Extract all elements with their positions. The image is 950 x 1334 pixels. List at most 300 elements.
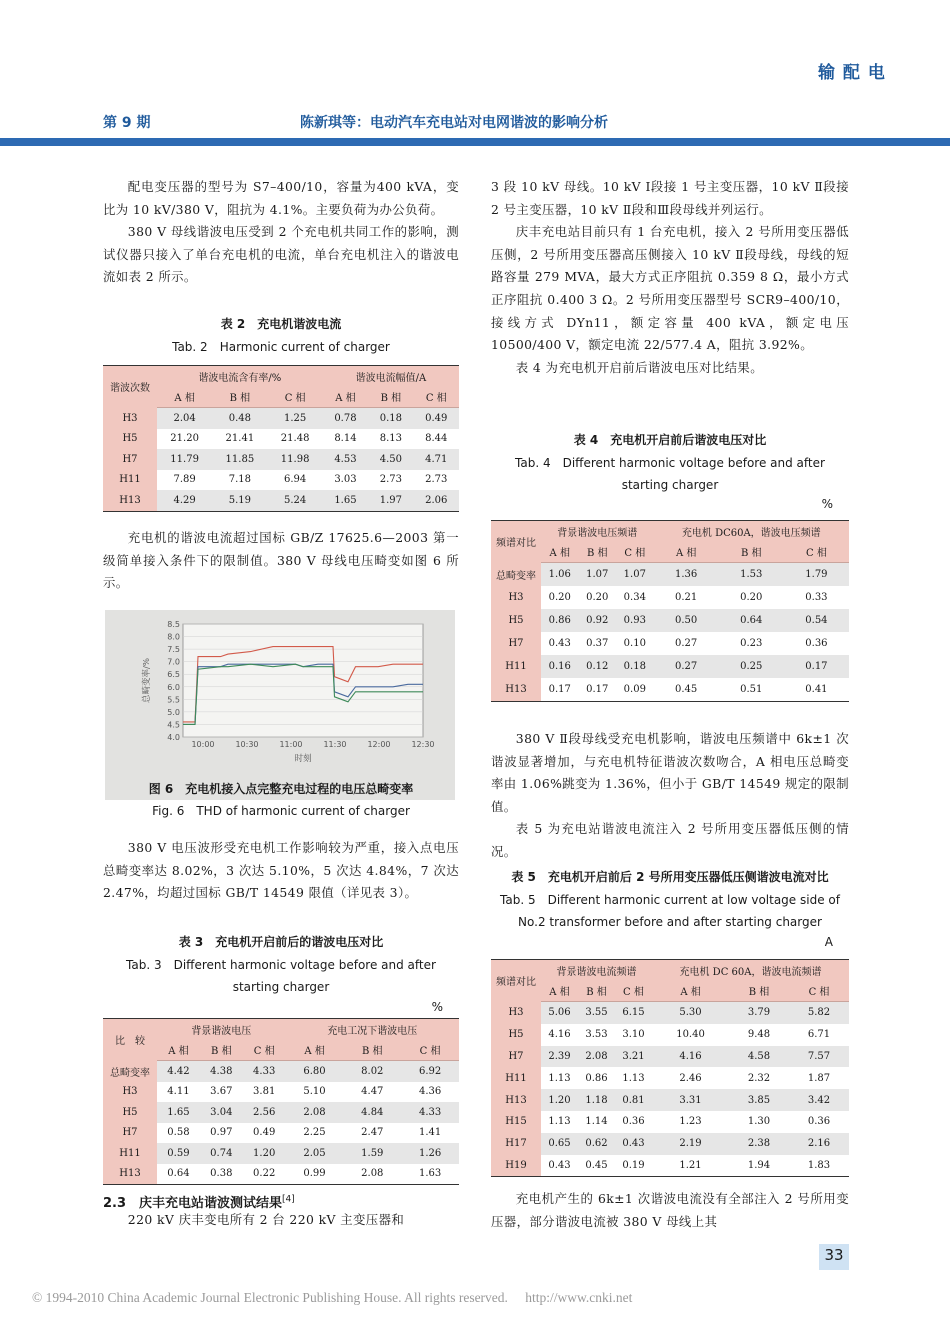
table2-col: C 相 (268, 387, 323, 408)
table4-row-label: H11 (491, 655, 541, 678)
table4-cell: 0.20 (740, 592, 763, 603)
table5-cell: 3.10 (622, 1029, 645, 1041)
right-column-3 (491, 1188, 849, 1233)
table5-cell: 0.43 (541, 1155, 578, 1177)
table5-cell: 1.83 (789, 1155, 849, 1177)
header-rule (0, 138, 950, 146)
table4-cell: 0.21 (675, 592, 698, 603)
table3-cell: 2.56 (243, 1102, 286, 1123)
right-paragraph-6: 充电机产生的 6k±1 次谐波电流没有全部注入 2 号所用变压器，部分谐波电流被 380 V 母线上其 (491, 1191, 849, 1229)
table2-col: A 相 (157, 387, 212, 408)
table5-cell: 6.15 (615, 1002, 652, 1024)
table3-cell: 1.26 (401, 1143, 459, 1164)
table3-cell: 4.36 (418, 1086, 442, 1098)
table2-cell: 21.20 (170, 433, 199, 445)
table5-cell: 4.16 (548, 1029, 571, 1041)
table2-cell: 8.44 (425, 433, 448, 445)
table5-row (491, 1002, 849, 1024)
table4-row-label: H13 (491, 678, 541, 702)
table5-row-header: 频谱对比 (491, 960, 541, 1002)
footer-copyright: © 1994-2010 China Academic Journal Electronic Publishing House. All rights reserved. (32, 1290, 508, 1305)
table3-row-label: H11 (103, 1143, 157, 1164)
table3 (103, 1018, 459, 1185)
table3-row-label: H3 (103, 1082, 157, 1103)
table3-group2: 充电工况下谐波电压 (286, 1019, 459, 1040)
table5-cell: 1.21 (652, 1155, 729, 1177)
table5-cell: 5.82 (789, 1002, 849, 1024)
table4-cell: 0.09 (616, 678, 654, 702)
table5-row-label: H7 (491, 1046, 541, 1068)
table3-col: C 相 (243, 1040, 286, 1061)
page-number: 33 (824, 1246, 844, 1264)
table5-cell: 3.85 (729, 1089, 789, 1111)
x-tick-label: 10:00 (191, 740, 215, 749)
table3-cell: 2.05 (286, 1143, 344, 1164)
table5-cell: 3.53 (585, 1029, 608, 1041)
table3-cell: 1.20 (243, 1143, 286, 1164)
table2-row-label: H5 (103, 429, 157, 450)
table4-cell: 0.54 (784, 609, 849, 632)
section-ref[interactable]: [4] (282, 1194, 295, 1205)
table2-cell: 1.25 (268, 408, 323, 429)
table4-row (491, 586, 849, 609)
table4-cell: 0.20 (548, 592, 571, 603)
table4-cell: 0.93 (616, 609, 654, 632)
table5-group2: 充电机 DC 60A，谐波电流频谱 (652, 960, 849, 981)
right-column-2 (491, 728, 849, 864)
table2-group1: 谐波电流含有率/% (157, 366, 323, 387)
table5-col: B 相 (578, 981, 615, 1002)
table5-cell: 0.36 (622, 1116, 645, 1128)
table2-cell: 2.73 (425, 474, 448, 486)
table5-col: C 相 (615, 981, 652, 1002)
table2-cell: 2.73 (379, 474, 402, 486)
left-paragraph-2: 380 V 母线谐波电压受到 2 个充电机共同工作的影响，测试仪器只接入了单台充电机的电流，单台充电机注入的谐波电流如表 2 所示。 (103, 224, 459, 285)
table5-cell: 2.32 (747, 1072, 771, 1084)
table4-cell: 0.17 (784, 655, 849, 678)
table4-cell: 0.27 (654, 655, 719, 678)
table4-group1: 背景谐波电压频谱 (541, 521, 654, 542)
table2-col: B 相 (212, 387, 267, 408)
table4-cell: 0.25 (719, 655, 784, 678)
table5-cell: 2.16 (789, 1133, 849, 1155)
table3-row-label: H13 (103, 1164, 157, 1185)
table4-row-label: H7 (491, 632, 541, 655)
table3-row (103, 1102, 459, 1123)
table5-row (491, 1089, 849, 1111)
table5-row-label: H11 (491, 1067, 541, 1089)
y-tick-label: 8.0 (167, 632, 180, 642)
table4-cell: 0.64 (719, 609, 784, 632)
table3-cell: 4.11 (167, 1086, 190, 1098)
issue-label: 第 9 期 (103, 115, 151, 131)
table4-cell: 0.41 (784, 678, 849, 702)
table3-row-label: H5 (103, 1102, 157, 1123)
table2-group2: 谐波电流幅值/A (323, 366, 459, 387)
table4-cell: 0.12 (579, 655, 617, 678)
table4-row (491, 563, 849, 587)
plot-area (183, 624, 423, 737)
table2-cell: 7.89 (173, 474, 196, 486)
table4-cell: 0.33 (805, 592, 828, 603)
table5-cell: 0.45 (578, 1155, 615, 1177)
table2-cell: 8.14 (334, 433, 357, 445)
table3-cell: 4.47 (361, 1086, 384, 1098)
right-paragraph-4: 380 V Ⅱ段母线受充电机影响，谐波电压频谱中 6k±1 次谐波显著增加，与充电机特征谐波次数吻合，A 相电压总畸变率由 1.06%跳变为 1.36%，但小于 GB/T 14549 规定的限制值。 (491, 731, 849, 814)
table2-cell: 21.48 (280, 433, 310, 445)
x-tick-label: 11:00 (279, 740, 303, 749)
y-tick-label: 5.5 (167, 695, 180, 705)
table4-cell: 0.50 (654, 609, 719, 632)
table3-cell: 0.99 (286, 1164, 344, 1185)
table4-cell: 0.27 (675, 638, 698, 649)
table3-cell: 3.67 (210, 1086, 233, 1098)
table5-cell: 1.13 (548, 1072, 571, 1084)
x-tick-label: 12:30 (411, 740, 435, 749)
table3-row (103, 1164, 459, 1185)
table5-cell: 3.42 (789, 1089, 849, 1111)
table3-cell: 0.38 (200, 1164, 243, 1185)
table2-cell: 0.18 (368, 408, 413, 429)
table4-col: C 相 (616, 542, 654, 563)
left-paragraph-5: 220 kV 庆丰变电所有 2 台 220 kV 主变压器和 (127, 1212, 405, 1227)
table5-cell: 0.36 (807, 1116, 831, 1128)
table5-cell: 4.58 (729, 1046, 789, 1068)
table3-cell: 4.38 (200, 1061, 243, 1082)
table2-caption-cn: 表 2 充电机谐波电流 (220, 317, 342, 331)
table4-cell: 0.17 (541, 678, 579, 702)
table2-col: C 相 (414, 387, 459, 408)
table5-cell: 1.13 (548, 1116, 571, 1128)
table5-row-label: H5 (491, 1024, 541, 1046)
table4-caption-cn: 表 4 充电机开启前后谐波电压对比 (573, 433, 767, 447)
table5-group1: 背景谐波电流频谱 (541, 960, 652, 981)
table2 (103, 365, 459, 512)
table2-row-header: 谐波次数 (103, 366, 157, 408)
left-column (103, 176, 459, 289)
table5-cell: 1.23 (679, 1116, 702, 1128)
table5-row (491, 1046, 849, 1068)
table2-caption-en: Tab. 2 Harmonic current of charger (172, 340, 390, 354)
table4-cell: 1.06 (541, 563, 579, 587)
table2-row-label: H13 (103, 490, 157, 511)
table4-cell: 0.23 (740, 638, 763, 649)
table2-cell: 8.13 (379, 433, 402, 445)
table5-cell: 0.19 (615, 1155, 652, 1177)
y-tick-label: 4.0 (167, 733, 180, 742)
table2-col: B 相 (368, 387, 413, 408)
table3-cell: 1.41 (418, 1127, 442, 1139)
table3-cell: 4.84 (343, 1102, 401, 1123)
y-tick-label: 6.0 (167, 682, 180, 692)
table4 (491, 520, 849, 702)
table3-cell: 0.22 (243, 1164, 286, 1185)
table4-row (491, 678, 849, 702)
y-tick-label: 4.5 (167, 720, 180, 730)
x-tick-label: 12:00 (367, 740, 391, 749)
table5-cell: 7.57 (789, 1046, 849, 1068)
table4-cell: 0.51 (719, 678, 784, 702)
table3-unit: % (431, 1000, 443, 1014)
table4-caption-en: Tab. 4 Different harmonic voltage before and after starting charger (515, 456, 825, 492)
table5-cell: 10.40 (676, 1029, 705, 1041)
table5-row-label: H3 (491, 1002, 541, 1024)
y-tick-label: 7.5 (167, 645, 180, 655)
table3-cell: 4.33 (243, 1061, 286, 1082)
figure6-caption-cn: 图 6 充电机接入点完整充电过程的电压总畸变率 (148, 782, 414, 796)
table3-col: B 相 (200, 1040, 243, 1061)
table2-cell: 21.41 (225, 433, 255, 445)
table3-cell: 4.33 (401, 1102, 459, 1123)
table5-cell: 1.13 (622, 1072, 645, 1084)
x-tick-label: 11:30 (323, 740, 347, 749)
table3-cell: 0.49 (253, 1127, 276, 1139)
table2-cell: 4.71 (414, 449, 459, 470)
table2-row (103, 449, 459, 470)
table4-cell: 0.43 (548, 638, 571, 649)
table4-col: B 相 (719, 542, 784, 563)
table5-row-label: H19 (491, 1155, 541, 1177)
table5-cell: 3.55 (578, 1002, 615, 1024)
table5-cell: 0.43 (615, 1133, 652, 1155)
left-paragraph-3: 充电机的谐波电流超过国标 GB/Z 17625.6—2003 第一级简单接入条件下的限制值。380 V 母线电压畸变如图 6 所示。 (103, 530, 459, 591)
table5-cell: 1.20 (541, 1089, 578, 1111)
table3-cell: 0.97 (210, 1127, 233, 1139)
footer-url[interactable]: http://www.cnki.net (525, 1290, 633, 1305)
table5-caption-cn: 表 5 充电机开启前后 2 号所用变压器低压侧谐波电流对比 (511, 870, 829, 884)
running-title: 陈新琪等：电动汽车充电站对电网谐波的影响分析 (300, 115, 608, 131)
table4-cell: 0.36 (805, 638, 828, 649)
table3-row (103, 1061, 459, 1082)
table4-cell: 0.86 (541, 609, 579, 632)
table5-cell: 2.19 (652, 1133, 729, 1155)
table5-cell: 6.71 (807, 1029, 831, 1041)
table2-cell: 0.49 (414, 408, 459, 429)
table5-row (491, 1133, 849, 1155)
table5-row (491, 1111, 849, 1133)
right-paragraph-5: 表 5 为充电站谐波电流注入 2 号所用变压器低压侧的情况。 (491, 821, 849, 859)
x-tick-label: 10:30 (235, 740, 259, 749)
table3-col: B 相 (343, 1040, 401, 1061)
x-axis-label: 时刻 (294, 754, 312, 764)
table3-cell: 4.42 (157, 1061, 200, 1082)
y-axis-label: 总畸变率/% (142, 658, 152, 703)
left-column-3 (103, 837, 459, 905)
table3-cell: 6.92 (401, 1061, 459, 1082)
table5-cell: 0.62 (578, 1133, 615, 1155)
table3-col: C 相 (401, 1040, 459, 1061)
table2-cell: 6.94 (283, 474, 307, 486)
figure6 (105, 610, 455, 800)
table3-cell: 2.47 (361, 1127, 384, 1139)
table4-col: C 相 (784, 542, 849, 563)
table5-cell: 1.87 (807, 1072, 831, 1084)
table2-cell: 2.06 (414, 490, 459, 511)
table2-row-label: H7 (103, 449, 157, 470)
table3-cell: 2.08 (286, 1102, 344, 1123)
table5-cell: 1.30 (747, 1116, 771, 1128)
table5 (491, 959, 849, 1177)
y-tick-label: 5.0 (167, 707, 180, 717)
table3-cell: 1.65 (157, 1102, 200, 1123)
table2-cell: 0.48 (212, 408, 267, 429)
table5-cell: 1.18 (578, 1089, 615, 1111)
table4-cell: 0.10 (623, 638, 646, 649)
journal-name: 输 配 电 (818, 63, 886, 83)
table5-col: B 相 (729, 981, 789, 1002)
table5-cell: 4.16 (652, 1046, 729, 1068)
table4-col: B 相 (579, 542, 617, 563)
right-column (491, 176, 849, 379)
table4-cell: 0.17 (579, 678, 617, 702)
table3-col: A 相 (157, 1040, 200, 1061)
table4-row-header: 频谱对比 (491, 521, 541, 563)
table4-group2: 充电机 DC60A，谐波电压频谱 (654, 521, 849, 542)
table3-row-header: 比 较 (103, 1019, 157, 1061)
table2-cell: 0.78 (323, 408, 368, 429)
table2-row-label: H11 (103, 470, 157, 491)
table5-cell: 5.30 (652, 1002, 729, 1024)
table3-cell: 2.08 (343, 1164, 401, 1185)
table5-cell: 2.08 (578, 1046, 615, 1068)
table3-row (103, 1082, 459, 1103)
table5-row (491, 1024, 849, 1046)
table3-row (103, 1143, 459, 1164)
table3-cell: 5.10 (303, 1086, 326, 1098)
y-tick-label: 6.5 (167, 670, 180, 680)
table3-cell: 1.59 (343, 1143, 401, 1164)
left-paragraph-4: 380 V 电压波形受充电机工作影响较为严重，接入点电压总畸变率达 8.02%，3 次达 5.10%，5 次达 4.84%，7 次达 2.47%，均超过国标 GB/T 14549 限值（详见表 3）。 (103, 840, 459, 901)
table2-row-label: H3 (103, 408, 157, 429)
table4-row-label: H3 (491, 586, 541, 609)
table4-cell: 1.53 (719, 563, 784, 587)
left-column-2 (103, 527, 459, 595)
table2-cell: 4.50 (368, 449, 413, 470)
table5-row-label: H13 (491, 1089, 541, 1111)
figure6-chart (105, 610, 455, 800)
table5-cell: 3.79 (729, 1002, 789, 1024)
table3-cell: 8.02 (343, 1061, 401, 1082)
table3-cell: 0.59 (157, 1143, 200, 1164)
table2-cell: 1.65 (323, 490, 368, 511)
table5-cell: 0.86 (585, 1072, 608, 1084)
table5-cell: 2.39 (541, 1046, 578, 1068)
table5-cell: 3.31 (652, 1089, 729, 1111)
table5-unit: A (824, 935, 833, 949)
table4-cell: 0.20 (586, 592, 609, 603)
table3-row-label: 总畸变率 (103, 1061, 157, 1082)
table4-row-label: 总畸变率 (491, 563, 541, 587)
table5-cell: 2.46 (679, 1072, 702, 1084)
table4-cell: 1.79 (784, 563, 849, 587)
table4-unit: % (821, 497, 833, 511)
table5-row-label: H15 (491, 1111, 541, 1133)
table3-group1: 背景谐波电压 (157, 1019, 286, 1040)
table3-cell: 3.81 (253, 1086, 276, 1098)
table2-row (103, 470, 459, 491)
table2-cell: 3.03 (334, 474, 357, 486)
table5-row (491, 1067, 849, 1089)
table5-cell: 1.14 (585, 1116, 608, 1128)
table3-cell: 3.04 (200, 1102, 243, 1123)
figure6-caption-en: Fig. 6 THD of harmonic current of charger (152, 804, 410, 818)
table5-row-label: H17 (491, 1133, 541, 1155)
table5-cell: 0.81 (615, 1089, 652, 1111)
table5-cell: 0.65 (541, 1133, 578, 1155)
table3-row (103, 1123, 459, 1144)
table5-row (491, 1155, 849, 1177)
table4-cell: 0.92 (579, 609, 617, 632)
table3-caption-en: Tab. 3 Different harmonic voltage before and after starting charger (126, 958, 436, 994)
table2-cell: 11.98 (268, 449, 323, 470)
table4-cell: 0.18 (616, 655, 654, 678)
table3-cell: 1.63 (401, 1164, 459, 1185)
table4-col: A 相 (541, 542, 579, 563)
table5-caption-en: Tab. 5 Different harmonic current at low voltage side of No.2 transformer before and after starting charger (500, 893, 840, 929)
table4-row (491, 632, 849, 655)
table5-col: A 相 (652, 981, 729, 1002)
left-paragraph-1: 配电变压器的型号为 S7–400/10，容量为400 kVA，变比为 10 kV/380 V，阻抗为 4.1%。主要负荷为办公负荷。 (103, 179, 459, 217)
table2-col: A 相 (323, 387, 368, 408)
left-column-4 (103, 1209, 459, 1232)
table2-cell: 11.79 (157, 449, 212, 470)
table3-col: A 相 (286, 1040, 344, 1061)
table5-cell: 1.94 (729, 1155, 789, 1177)
table4-cell: 1.07 (579, 563, 617, 587)
table2-cell: 11.85 (212, 449, 267, 470)
table5-col: C 相 (789, 981, 849, 1002)
table5-col: A 相 (541, 981, 578, 1002)
table2-cell: 5.19 (212, 490, 267, 511)
table3-cell: 0.64 (157, 1164, 200, 1185)
table4-cell: 0.37 (586, 638, 609, 649)
table2-row (103, 408, 459, 429)
table5-cell: 9.48 (747, 1029, 771, 1041)
table2-cell: 4.29 (157, 490, 212, 511)
right-paragraph-3: 表 4 为充电机开启前后谐波电压对比结果。 (515, 359, 763, 375)
table5-cell: 2.38 (729, 1133, 789, 1155)
table4-cell: 0.34 (623, 592, 646, 603)
table2-cell: 7.18 (228, 474, 251, 486)
right-paragraph-1: 3 段 10 kV 母线。10 kV Ⅰ段接 1 号主变压器，10 kV Ⅱ段接 2 号主变压器，10 kV Ⅱ段和Ⅲ段母线并列运行。 (491, 179, 849, 217)
table4-cell: 0.45 (654, 678, 719, 702)
table4-cell: 1.36 (654, 563, 719, 587)
section-title: 2.3 庆丰充电站谐波测试结果 (103, 1196, 283, 1211)
table2-row (103, 490, 459, 511)
table2-row (103, 429, 459, 450)
table3-cell: 0.58 (167, 1127, 190, 1139)
table3-row-label: H7 (103, 1123, 157, 1144)
y-tick-label: 8.5 (167, 620, 180, 629)
table2-cell: 2.04 (157, 408, 212, 429)
table3-cell: 6.80 (286, 1061, 344, 1082)
table2-cell: 4.53 (323, 449, 368, 470)
table4-col: A 相 (654, 542, 719, 563)
table5-cell: 5.06 (541, 1002, 578, 1024)
table5-cell: 3.21 (615, 1046, 652, 1068)
table4-cell: 1.07 (616, 563, 654, 587)
table3-cell: 2.25 (303, 1127, 326, 1139)
y-tick-label: 7.0 (167, 657, 180, 667)
table3-caption-cn: 表 3 充电机开启前后的谐波电压对比 (178, 935, 384, 949)
table4-cell: 0.16 (541, 655, 579, 678)
right-paragraph-2: 庆丰充电站目前只有 1 台充电机，接入 2 号所用变压器低压侧，2 号所用变压器高压侧接入 10 kV Ⅱ段母线，母线的短路容量 279 MVA，最大方式正序阻抗 0.359 8 Ω，最小方式正序阻抗 0.400 3 Ω。2 号所用变压器型号 SCR9–400/10，接线方式 DYn11，额定容量 400 kVA，额定电压 10500/400 V，额定电流 22/577.4 A，阻抗 3.92%。 (491, 224, 849, 353)
table2-cell: 1.97 (368, 490, 413, 511)
table3-cell: 0.74 (200, 1143, 243, 1164)
table4-row (491, 609, 849, 632)
table4-row-label: H5 (491, 609, 541, 632)
footer (32, 1290, 632, 1306)
